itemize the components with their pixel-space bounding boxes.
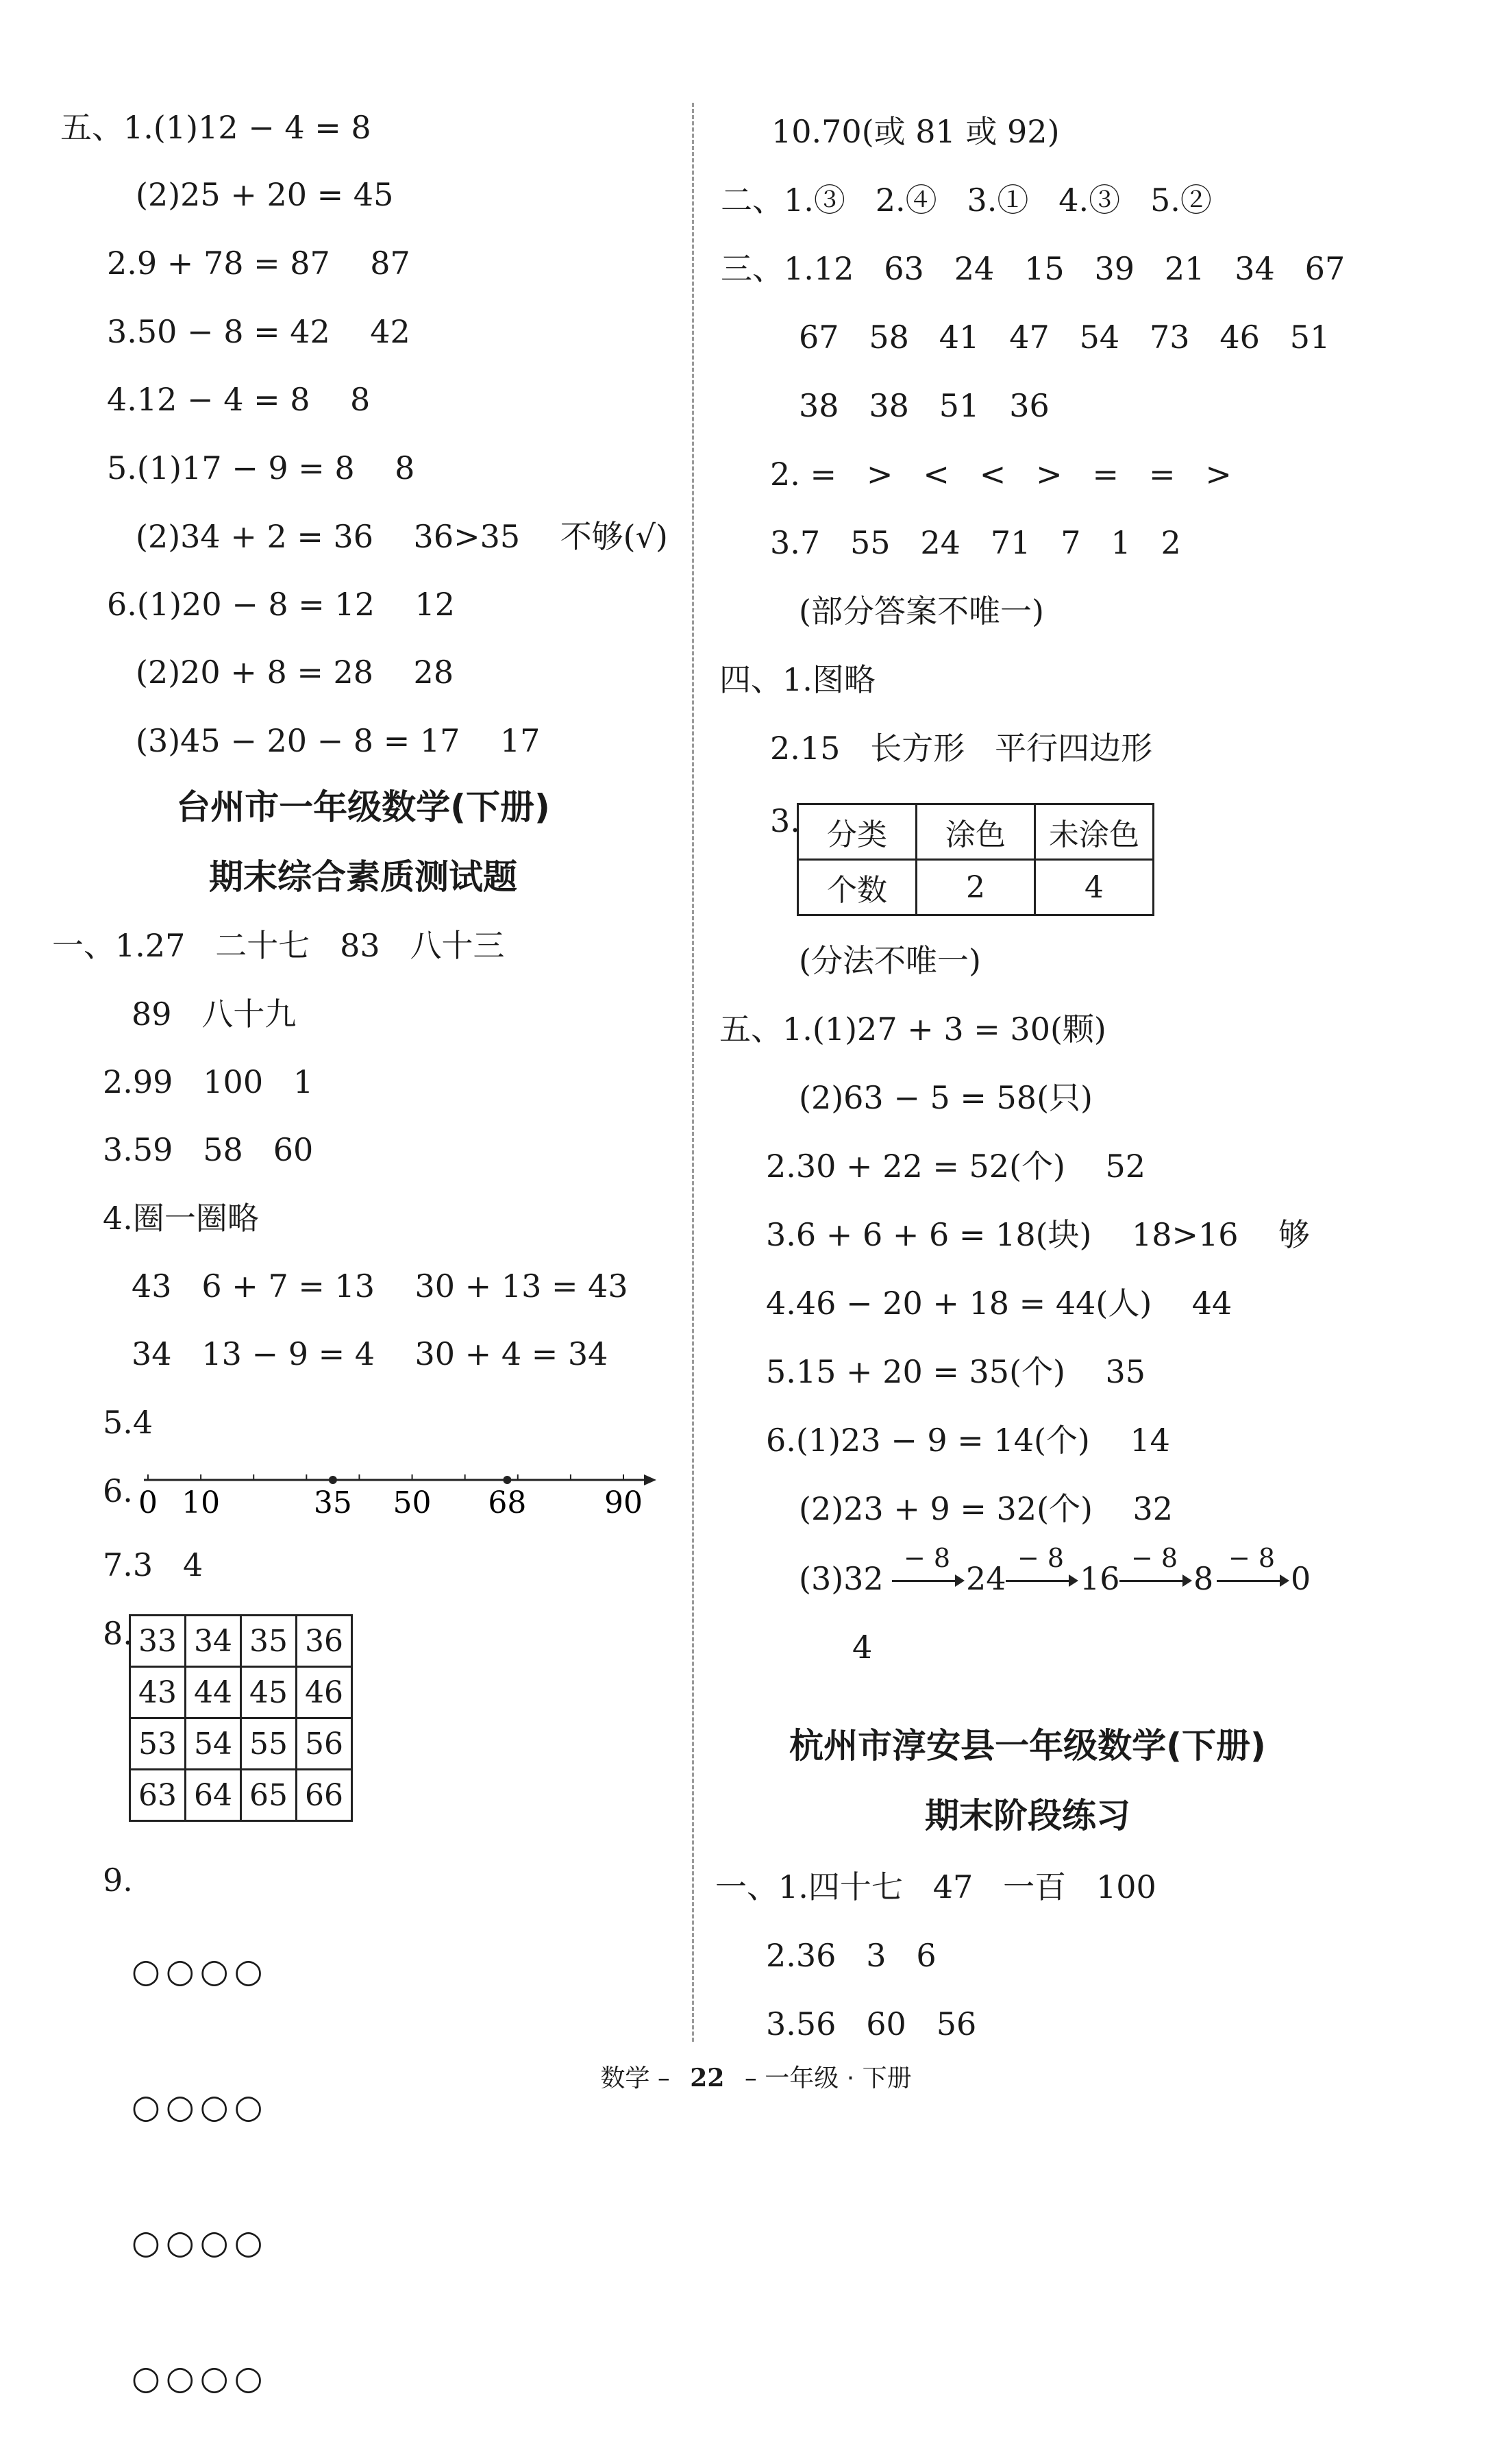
number-line-label: 0 xyxy=(138,1485,158,1520)
chain-arrow-head xyxy=(1182,1574,1192,1587)
answer-5-6-3: (3)45 − 20 − 8 = 17 17 xyxy=(136,722,541,759)
answer-r-5-5: 5.15 + 20 = 35(个) 35 xyxy=(766,1353,1145,1390)
chain-arrow-line xyxy=(1119,1580,1185,1582)
circle-row: ○○○○ xyxy=(132,2223,269,2262)
subtraction-chain xyxy=(889,1544,1328,1606)
answer-r-4-1: 四、1.图略 xyxy=(719,661,876,698)
section-title-taizhou: 台州市一年级数学(下册) xyxy=(176,787,550,827)
chain-arrow-label: − 8 xyxy=(1017,1543,1065,1573)
grid-cell: 34 xyxy=(186,1616,241,1667)
grid-cell: 53 xyxy=(130,1718,186,1770)
answer-h-3: 3.56 60 56 xyxy=(766,2005,977,2042)
number-line xyxy=(137,1466,671,1521)
answer-r-5-2: 2.30 + 22 = 52(个) 52 xyxy=(766,1148,1145,1185)
answer-1-6-label: 6. xyxy=(103,1472,133,1509)
answer-r-4-2: 2.15 长方形 平行四边形 xyxy=(770,730,1153,767)
table-cell: 4 xyxy=(1035,860,1154,915)
answer-5-3: 3.50 − 8 = 42 42 xyxy=(107,313,410,350)
chain-arrow xyxy=(1214,1544,1289,1606)
grid-cell: 65 xyxy=(241,1770,297,1821)
grid-cell: 43 xyxy=(130,1667,186,1718)
chain-arrow-head xyxy=(1280,1574,1289,1587)
answer-r-4-note: (分法不唯一) xyxy=(799,942,981,979)
grid-cell: 55 xyxy=(241,1718,297,1770)
footer-grade: 一年级 · 下册 xyxy=(765,2064,912,2092)
answer-1-4b: 34 13 − 9 = 4 30 + 4 = 34 xyxy=(132,1335,608,1372)
answer-5-5-2: (2)34 + 2 = 36 36>35 不够(√) xyxy=(136,518,668,555)
chain-arrow-head xyxy=(955,1574,965,1587)
page-footer: 数学 – 22 – 一年级 · 下册 xyxy=(600,2064,912,2092)
answer-r-3-1: 三、1.12 63 24 15 39 21 34 67 xyxy=(721,250,1346,287)
number-line-label: 90 xyxy=(604,1485,643,1520)
grid-cell: 44 xyxy=(186,1667,241,1718)
chain-arrow-label: − 8 xyxy=(903,1543,951,1573)
chain-value: 24 xyxy=(966,1560,1006,1597)
answer-r-3-1b: 67 58 41 47 54 73 46 51 xyxy=(799,319,1330,356)
table-header: 未涂色 xyxy=(1035,804,1154,860)
answer-r-5-6-3-start: (3)32 xyxy=(799,1560,884,1597)
table-cell: 2 xyxy=(917,860,1035,915)
answer-r-5-3: 3.6 + 6 + 6 = 18(块) 18>16 够 xyxy=(766,1216,1311,1253)
grid-cell: 54 xyxy=(186,1718,241,1770)
number-line-point xyxy=(329,1476,337,1484)
section-subtitle-chunan: 期末阶段练习 xyxy=(925,1796,1130,1836)
chain-arrow-label: − 8 xyxy=(1228,1543,1276,1573)
grid-row xyxy=(130,1718,352,1770)
table-header: 涂色 xyxy=(917,804,1035,860)
grid-cell: 63 xyxy=(130,1770,186,1821)
answer-r-3-2: 2. = > < < > = = > xyxy=(770,456,1232,493)
grid-cell: 46 xyxy=(297,1667,352,1718)
answer-h-2: 2.36 3 6 xyxy=(766,1937,937,1974)
chain-arrow-line xyxy=(1217,1580,1282,1582)
footer-subject: 数学 xyxy=(600,2064,650,2092)
section-subtitle-taizhou: 期末综合素质测试题 xyxy=(209,857,517,897)
answer-1-3: 3.59 58 60 xyxy=(103,1131,314,1168)
grid-row xyxy=(130,1770,352,1821)
number-line-label: 35 xyxy=(313,1485,352,1520)
answer-1-9-label: 9. xyxy=(103,1862,133,1899)
number-line-point xyxy=(503,1476,511,1484)
table-cell: 个数 xyxy=(798,860,917,915)
chain-value: 16 xyxy=(1080,1560,1120,1597)
table-header: 分类 xyxy=(798,804,917,860)
grid-cell: 45 xyxy=(241,1667,297,1718)
grid-cell: 36 xyxy=(297,1616,352,1667)
answer-r-3-1c: 38 38 51 36 xyxy=(799,387,1050,424)
answer-5-6-1: 6.(1)20 − 8 = 12 12 xyxy=(107,586,455,623)
page-number: 22 xyxy=(690,2064,725,2092)
chain-arrow-label: − 8 xyxy=(1130,1543,1178,1573)
answer-5-5-1: 5.(1)17 − 9 = 8 8 xyxy=(107,449,415,486)
answer-5-4: 4.12 − 4 = 8 8 xyxy=(107,381,371,418)
answer-h-1: 一、1.四十七 47 一百 100 xyxy=(715,1868,1156,1905)
chain-arrow xyxy=(1117,1544,1192,1606)
answer-r-5-6-2: (2)23 + 9 = 32(个) 32 xyxy=(799,1490,1173,1527)
answer-r-5-6-3-answer: 4 xyxy=(852,1629,873,1666)
answer-r-5-1-2: (2)63 − 5 = 58(只) xyxy=(799,1079,1093,1116)
circle-row: ○○○○ xyxy=(132,2359,269,2397)
answer-1-1b: 89 八十九 xyxy=(132,996,297,1033)
chain-arrow-line xyxy=(1006,1580,1071,1582)
grid-row xyxy=(130,1667,352,1718)
answer-r-4-3-label: 3. xyxy=(770,802,800,839)
column-divider xyxy=(692,103,694,2042)
number-line-label: 10 xyxy=(182,1485,221,1520)
number-line-label: 68 xyxy=(488,1485,527,1520)
answer-5-6-2: (2)20 + 8 = 28 28 xyxy=(136,654,454,691)
answer-1-2: 2.99 100 1 xyxy=(103,1063,314,1100)
chain-value: 0 xyxy=(1291,1560,1311,1597)
circle-row: ○○○○ xyxy=(132,1952,269,1990)
answer-r-5-6-1: 6.(1)23 − 9 = 14(个) 14 xyxy=(766,1422,1170,1459)
answer-1-4: 4.圈一圈略 xyxy=(103,1200,259,1237)
section-title-chunan: 杭州市淳安县一年级数学(下册) xyxy=(789,1726,1266,1766)
answer-5-1-1: 五、1.(1)12 − 4 = 8 xyxy=(60,109,371,146)
answer-1-8-label: 8. xyxy=(103,1615,133,1652)
answer-r-3-3: 3.7 55 24 71 7 1 2 xyxy=(770,524,1181,561)
answer-r-3-note: (部分答案不唯一) xyxy=(799,593,1044,630)
chain-value: 8 xyxy=(1193,1560,1214,1597)
answer-5-1-2: (2)25 + 20 = 45 xyxy=(136,176,394,213)
answer-1-1: 一、1.27 二十七 83 八十三 xyxy=(52,927,505,964)
number-line-arrow xyxy=(644,1474,656,1485)
grid-cell: 66 xyxy=(297,1770,352,1821)
answer-r-2: 二、1.③ 2.④ 3.① 4.③ 5.② xyxy=(721,182,1212,219)
answer-r-5-4: 4.46 − 20 + 18 = 44(人) 44 xyxy=(766,1285,1232,1322)
chain-arrow-line xyxy=(892,1580,958,1582)
answer-5-2: 2.9 + 78 = 87 87 xyxy=(107,245,410,282)
grid-cell: 64 xyxy=(186,1770,241,1821)
circle-row: ○○○○ xyxy=(132,2088,269,2126)
circle-rows xyxy=(132,1858,269,2446)
answer-1-4a: 43 6 + 7 = 13 30 + 13 = 43 xyxy=(132,1268,628,1305)
hundred-chart-grid xyxy=(129,1614,353,1822)
answer-r-10: 10.70(或 81 或 92) xyxy=(771,113,1060,150)
number-line-label: 50 xyxy=(393,1485,432,1520)
answer-1-7: 7.3 4 xyxy=(103,1546,203,1583)
chain-arrow xyxy=(1003,1544,1078,1606)
answer-1-5: 5.4 xyxy=(103,1404,153,1441)
chain-arrow-head xyxy=(1069,1574,1078,1587)
grid-cell: 35 xyxy=(241,1616,297,1667)
classification-table xyxy=(797,803,1154,916)
chain-arrow xyxy=(889,1544,965,1606)
grid-cell: 56 xyxy=(297,1718,352,1770)
grid-cell: 33 xyxy=(130,1616,186,1667)
answer-r-5-1-1: 五、1.(1)27 + 3 = 30(颗) xyxy=(719,1011,1106,1048)
grid-row xyxy=(130,1616,352,1667)
